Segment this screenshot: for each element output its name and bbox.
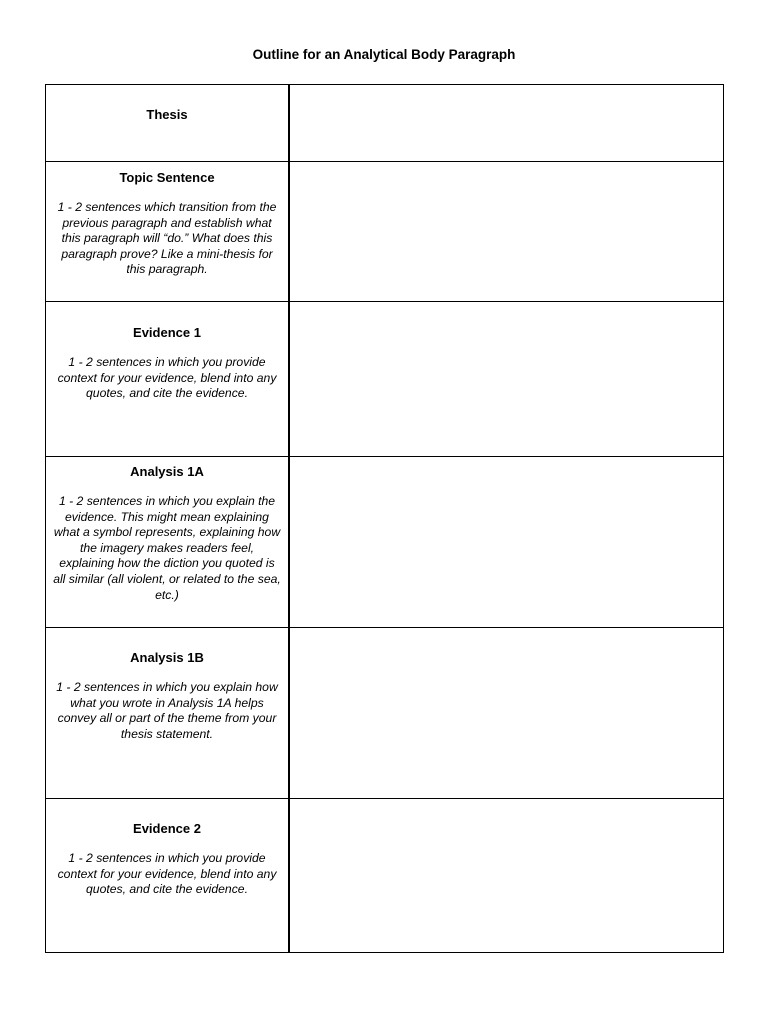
table-row-thesis [46,85,724,162]
row-description-topic-sentence: 1 - 2 sentences which transition from the previous paragraph and establish what this paragraph will “do.” What does this paragraph prove? Like a mini-thesis for this paragraph. [57,200,277,277]
row-heading-analysis-1b: Analysis 1B [130,650,204,665]
response-cell-evidence-2[interactable] [289,799,724,953]
table-row-analysis-1b [46,628,724,799]
response-cell-analysis-1a[interactable] [289,457,724,628]
row-heading-analysis-1a: Analysis 1A [130,464,204,479]
response-cell-evidence-1[interactable] [289,302,724,457]
row-description-analysis-1a: 1 - 2 sentences in which you explain the evidence. This might mean explaining what a symbol represents, explaining how the imagery makes readers feel, explaining how the diction you quoted is all similar (all violent, or related to the sea, etc.) [53,494,281,602]
table-row-analysis-1a [46,457,724,628]
row-heading-evidence-2: Evidence 2 [133,821,201,836]
label-cell-topic-sentence [46,162,290,302]
label-cell-evidence-1 [46,302,290,457]
response-cell-topic-sentence[interactable] [289,162,724,302]
table-row-evidence-1 [46,302,724,457]
row-heading-topic-sentence: Topic Sentence [119,170,215,185]
label-cell-analysis-1a [46,457,290,628]
response-cell-thesis[interactable] [289,85,724,162]
label-cell-evidence-2 [46,799,290,953]
table-row-topic-sentence [46,162,724,302]
row-heading-evidence-1: Evidence 1 [133,325,201,340]
row-description-evidence-1: 1 - 2 sentences in which you provide context for your evidence, blend into any quotes, and cite the evidence. [57,355,277,401]
row-description-evidence-2: 1 - 2 sentences in which you provide context for your evidence, blend into any quotes, and cite the evidence. [57,851,277,897]
outline-table [45,84,724,953]
label-cell-analysis-1b [46,628,290,799]
row-heading-thesis: Thesis [146,107,188,122]
label-cell-thesis [46,85,290,162]
response-cell-analysis-1b[interactable] [289,628,724,799]
row-description-analysis-1b: 1 - 2 sentences in which you explain how what you wrote in Analysis 1A helps convey all or part of the theme from your thesis statement. [56,680,278,741]
document-title: Outline for an Analytical Body Paragraph [252,47,516,62]
table-row-evidence-2 [46,799,724,953]
